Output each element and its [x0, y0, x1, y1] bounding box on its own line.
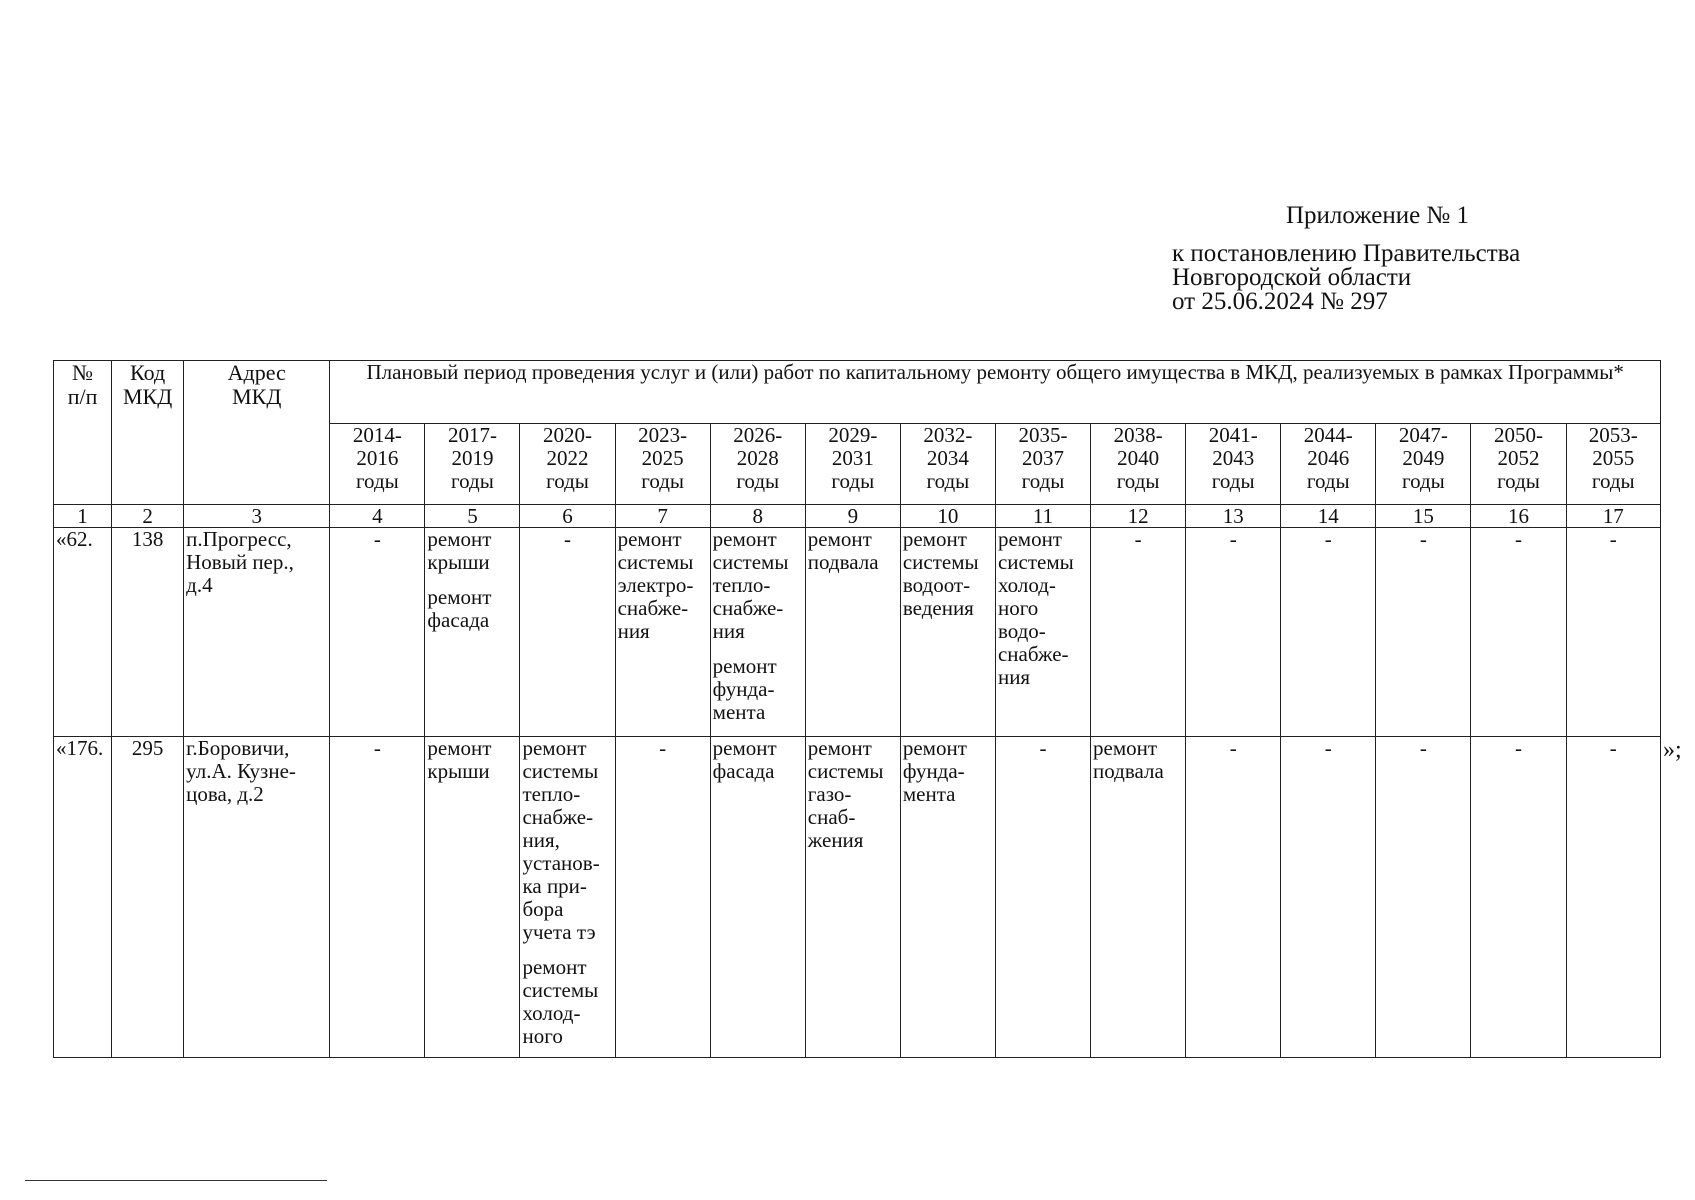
work-entry: ремонт фунда- мента — [712, 654, 777, 724]
work-entry: ремонт подвала — [1093, 736, 1164, 783]
work-cell — [1471, 737, 1566, 1058]
capital-repair-table — [53, 360, 1661, 1058]
table-row — [54, 737, 1661, 1058]
work-cell — [615, 737, 710, 1058]
closing-mark: »; — [1663, 737, 1682, 763]
row-number — [54, 737, 112, 1058]
header-row-main — [54, 361, 1661, 424]
mkd-address-text: п.Прогресс, Новый пер., д.4 — [186, 527, 294, 597]
table-row — [54, 528, 1661, 737]
mkd-code-text: 295 — [131, 736, 164, 760]
column-number-row — [54, 505, 1661, 528]
period-header: 2050- 2052 годы — [1471, 424, 1566, 505]
period-header: 2029- 2031 годы — [805, 424, 900, 505]
appendix-block — [1172, 204, 1592, 314]
header-col-code: Код МКД — [112, 361, 184, 505]
appendix-line: от 25.06.2024 № 297 — [1172, 288, 1388, 315]
header-period-title: Плановый период проведения услуг и (или) работ по капитальному ремонту общего имущества в МКД, реализуемых в рамках Программы* — [330, 361, 1661, 424]
mkd-address — [184, 737, 330, 1058]
no-work-dash: - — [1324, 527, 1332, 551]
work-entry: ремонт крыши — [427, 527, 492, 574]
work-entry: ремонт системы электро- снабже- ния — [617, 527, 694, 643]
appendix-title: Приложение № 1 — [1286, 202, 1470, 229]
period-header: 2035- 2037 годы — [995, 424, 1090, 505]
column-number: 17 — [1566, 505, 1660, 528]
no-work-dash: - — [1514, 736, 1522, 760]
work-cell — [995, 528, 1090, 737]
work-cell — [425, 528, 520, 737]
column-number: 13 — [1186, 505, 1281, 528]
work-cell — [1091, 528, 1186, 737]
mkd-code — [112, 737, 184, 1058]
work-cell — [1091, 737, 1186, 1058]
work-cell — [710, 737, 805, 1058]
work-cell — [805, 737, 900, 1058]
work-entry: ремонт системы газо- снаб- жения — [807, 736, 884, 852]
appendix-line: Новгородской области — [1172, 264, 1412, 291]
table-body — [54, 528, 1661, 1058]
column-number: 12 — [1091, 505, 1186, 528]
work-cell — [1566, 528, 1660, 737]
work-cell — [900, 737, 995, 1058]
period-header: 2053- 2055 годы — [1566, 424, 1660, 505]
column-number: 1 — [54, 505, 112, 528]
work-cell — [520, 528, 615, 737]
column-number: 9 — [805, 505, 900, 528]
work-cell — [1186, 528, 1281, 737]
column-number: 5 — [425, 505, 520, 528]
work-entry: ремонт фасада — [427, 585, 492, 632]
footnote-divider — [25, 1180, 327, 1181]
work-entry: ремонт крыши — [427, 736, 492, 783]
work-cell — [330, 737, 425, 1058]
work-entry: ремонт системы тепло- снабже- ния — [712, 527, 789, 643]
work-cell — [900, 528, 995, 737]
work-cell — [710, 528, 805, 737]
work-entry: ремонт фунда- мента — [902, 736, 967, 806]
no-work-dash: - — [1419, 527, 1427, 551]
work-entry: ремонт системы тепло- снабже- ния, установ- ка при- бора учета тэ — [522, 736, 600, 944]
mkd-code-text: 138 — [131, 527, 164, 551]
mkd-address-text: г.Боровичи, ул.А. Кузне- цова, д.2 — [186, 736, 296, 806]
period-header: 2026- 2028 годы — [710, 424, 805, 505]
column-number: 14 — [1281, 505, 1376, 528]
no-work-dash: - — [1229, 527, 1237, 551]
period-header: 2047- 2049 годы — [1376, 424, 1471, 505]
work-cell — [330, 528, 425, 737]
row-number-text: «62. — [56, 527, 93, 551]
column-number: 15 — [1376, 505, 1471, 528]
column-number: 3 — [184, 505, 330, 528]
column-number: 2 — [112, 505, 184, 528]
no-work-dash: - — [1324, 736, 1332, 760]
no-work-dash: - — [1609, 736, 1617, 760]
work-cell — [425, 737, 520, 1058]
no-work-dash: - — [1609, 527, 1617, 551]
mkd-code — [112, 528, 184, 737]
work-cell — [1376, 737, 1471, 1058]
row-number — [54, 528, 112, 737]
no-work-dash: - — [1514, 527, 1522, 551]
column-number: 11 — [995, 505, 1090, 528]
column-number: 8 — [710, 505, 805, 528]
column-number: 16 — [1471, 505, 1566, 528]
work-entry: ремонт системы холод- ного — [522, 955, 599, 1048]
period-header: 2044- 2046 годы — [1281, 424, 1376, 505]
period-header: 2041- 2043 годы — [1186, 424, 1281, 505]
period-header: 2014- 2016 годы — [330, 424, 425, 505]
column-number: 7 — [615, 505, 710, 528]
no-work-dash: - — [1229, 736, 1237, 760]
work-cell — [1281, 528, 1376, 737]
work-entry: ремонт системы холод- ного водо- снабже- ния — [997, 527, 1074, 689]
work-entry: ремонт подвала — [807, 527, 879, 574]
period-header: 2023- 2025 годы — [615, 424, 710, 505]
mkd-address — [184, 528, 330, 737]
work-cell — [1376, 528, 1471, 737]
work-cell — [1566, 737, 1660, 1058]
work-cell — [1186, 737, 1281, 1058]
appendix-line: к постановлению Правительства — [1172, 240, 1521, 267]
work-cell — [1471, 528, 1566, 737]
work-cell — [805, 528, 900, 737]
no-work-dash: - — [1419, 736, 1427, 760]
header-col-address: Адрес МКД — [184, 361, 330, 505]
work-cell — [1281, 737, 1376, 1058]
period-header: 2020- 2022 годы — [520, 424, 615, 505]
period-header: 2038- 2040 годы — [1091, 424, 1186, 505]
work-entry: ремонт системы водоот- ведения — [902, 527, 979, 620]
work-cell — [615, 528, 710, 737]
work-cell — [995, 737, 1090, 1058]
no-work-dash: - — [564, 527, 572, 551]
no-work-dash: - — [659, 736, 667, 760]
period-header: 2017- 2019 годы — [425, 424, 520, 505]
row-number-text: «176. — [56, 736, 104, 760]
no-work-dash: - — [1134, 527, 1142, 551]
no-work-dash: - — [373, 736, 381, 760]
work-cell — [520, 737, 615, 1058]
column-number: 4 — [330, 505, 425, 528]
header-col-no: № п/п — [54, 361, 112, 505]
no-work-dash: - — [373, 527, 381, 551]
work-entry: ремонт фасада — [712, 736, 777, 783]
column-number: 6 — [520, 505, 615, 528]
column-number: 10 — [900, 505, 995, 528]
no-work-dash: - — [1039, 736, 1047, 760]
period-header: 2032- 2034 годы — [900, 424, 995, 505]
